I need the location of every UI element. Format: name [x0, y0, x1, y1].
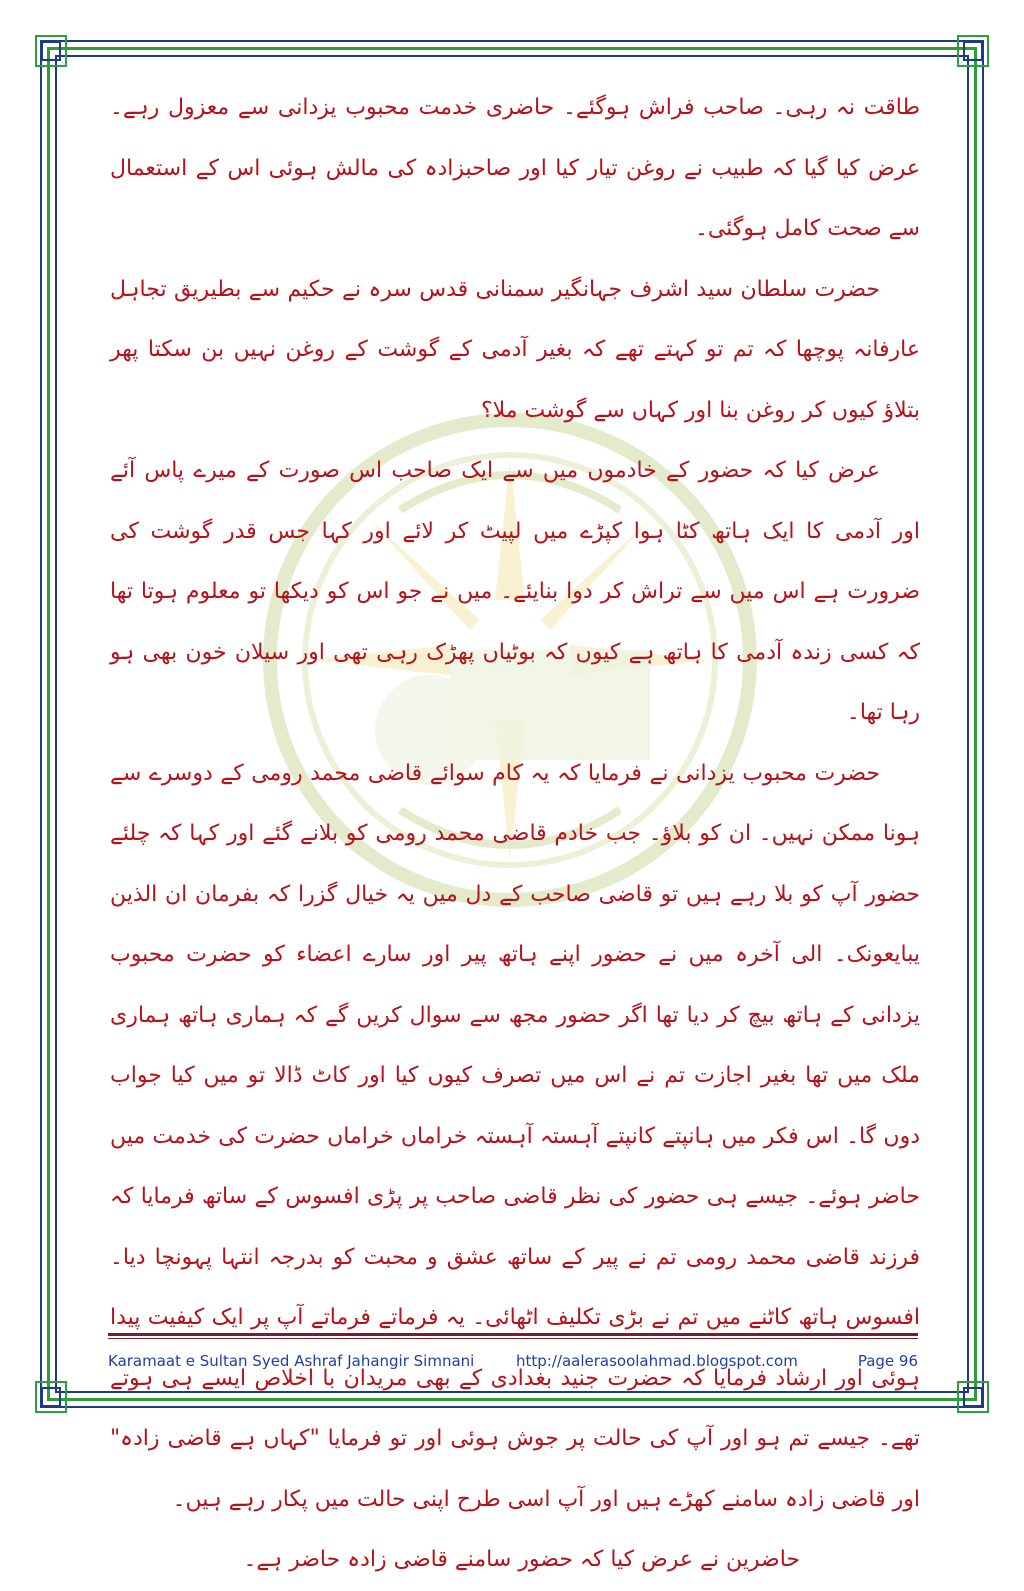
footer-divider — [108, 1338, 918, 1339]
corner-ornament-icon — [34, 34, 68, 68]
corner-ornament-icon — [34, 1380, 68, 1414]
corner-ornament-icon — [956, 1380, 990, 1414]
paragraph: حضرت محبوب یزدانی نے فرمایا کہ یہ کام سوائے قاضی محمد رومی کے دوسرے سے ہونا ممکن نہیں۔ ان کو بلاؤ۔ جب خادم قاضی محمد رومی کو بلانے گئے اور کہا کہ چلئے حضور آپ کو بلا رہے ہیں تو قاضی صاحب کے دل میں یہ خیال گزرا کہ بفرمان ان الذین یبایعونک۔ الی آخرہ میں نے حضور اپنے ہاتھ پیر اور سارے اعضاء کو حضرت محبوب یزدانی کے ہاتھ بیچ کر دیا تھا اگر حضور مجھ سے سوال کریں گے کہ ہماری ہاتھ ہماری ملک میں تھا بغیر اجازت تم نے اس میں تصرف کیوں کیا اور کاٹ ڈالا تو میں کیا جواب دوں گا۔ اس فکر میں ہانپتے کانپتے آہستہ آہستہ خراماں خراماں حضرت کی خدمت میں حاضر ہوئے۔ جیسے ہی حضور کی نظر قاضی صاحب پر پڑی افسوس کے ساتھ فرمایا کہ فرزند قاضی محمد رومی تم نے پیر کے ساتھ عشق و محبت کو بدرجہ انتہا پہونچا دیا۔ افسوس ہاتھ کاٹنے میں تم نے بڑی تکلیف اٹھائی۔ یہ فرماتے فرماتے آپ پر ایک کیفیت پیدا ہوئی اور ارشاد فرمایا کہ حضرت جنید بغدادی کے بھی مریدان با اخلاص ایسے ہی ہوتے تھے۔ جیسے تم ہو اور آپ کی حالت پر جوش ہوئی اور تو فرمایا "کہاں ہے قاضی زادہ" اور قاضی زادہ سامنے کھڑے ہیں اور آپ اسی طرح اپنی حالت میں پکار رہے ہیں۔ — [110, 760, 920, 1512]
footer-page-number: Page 96 — [857, 1352, 918, 1370]
paragraph: عرض کیا کہ حضور کے خادموں میں سے ایک صاحب اس صورت کے میرے پاس آئے اور آدمی کا ایک ہاتھ کٹا ہوا کپڑے میں لپیٹ کر لائے اور کہا جس قدر گوشت کی ضرورت ہے اس میں سے تراش کر دوا بنایئے۔ میں نے جو اس کو دیکھا تو معلوم ہوتا تھا کہ کسی زندہ آدمی کا ہاتھ ہے کیوں کہ بوٹیاں پھڑک رہی تھی اور سیلان خون بھی ہو رہا تھا۔ — [110, 458, 920, 725]
footer-divider — [108, 1333, 918, 1336]
footer-url-link[interactable]: http://aalerasoolahmad.blogspot.com — [516, 1352, 798, 1370]
corner-ornament-icon — [956, 34, 990, 68]
page-footer — [108, 1352, 918, 1376]
paragraph: حضرت سلطان سید اشرف جہانگیر سمنانی قدس سرہ نے حکیم سے بطیریق تجاہل عارفانہ پوچھا کہ تم تو کہتے تھے کہ بغیر آدمی کے گوشت کے روغن نہیں بن سکتا پھر بتلاؤ کیوں کر روغن بنا اور کہاں سے گوشت ملا؟ — [110, 276, 920, 423]
paragraph: حاضرین نے عرض کیا کہ حضور سامنے قاضی زادہ حاضر ہے۔ — [243, 1547, 800, 1572]
footer-book-title: Karamaat e Sultan Syed Ashraf Jahangir Simnani — [108, 1352, 475, 1370]
paragraph: طاقت نہ رہی۔ صاحب فراش ہوگئے۔ حاضری خدمت محبوب یزدانی سے معزول رہے۔ عرض کیا گیا کہ طبیب نے روغن تیار کیا اور صاحبزادہ کی مالش ہوئی اس کے استعمال سے صحت کامل ہوگئی۔ — [110, 95, 920, 241]
